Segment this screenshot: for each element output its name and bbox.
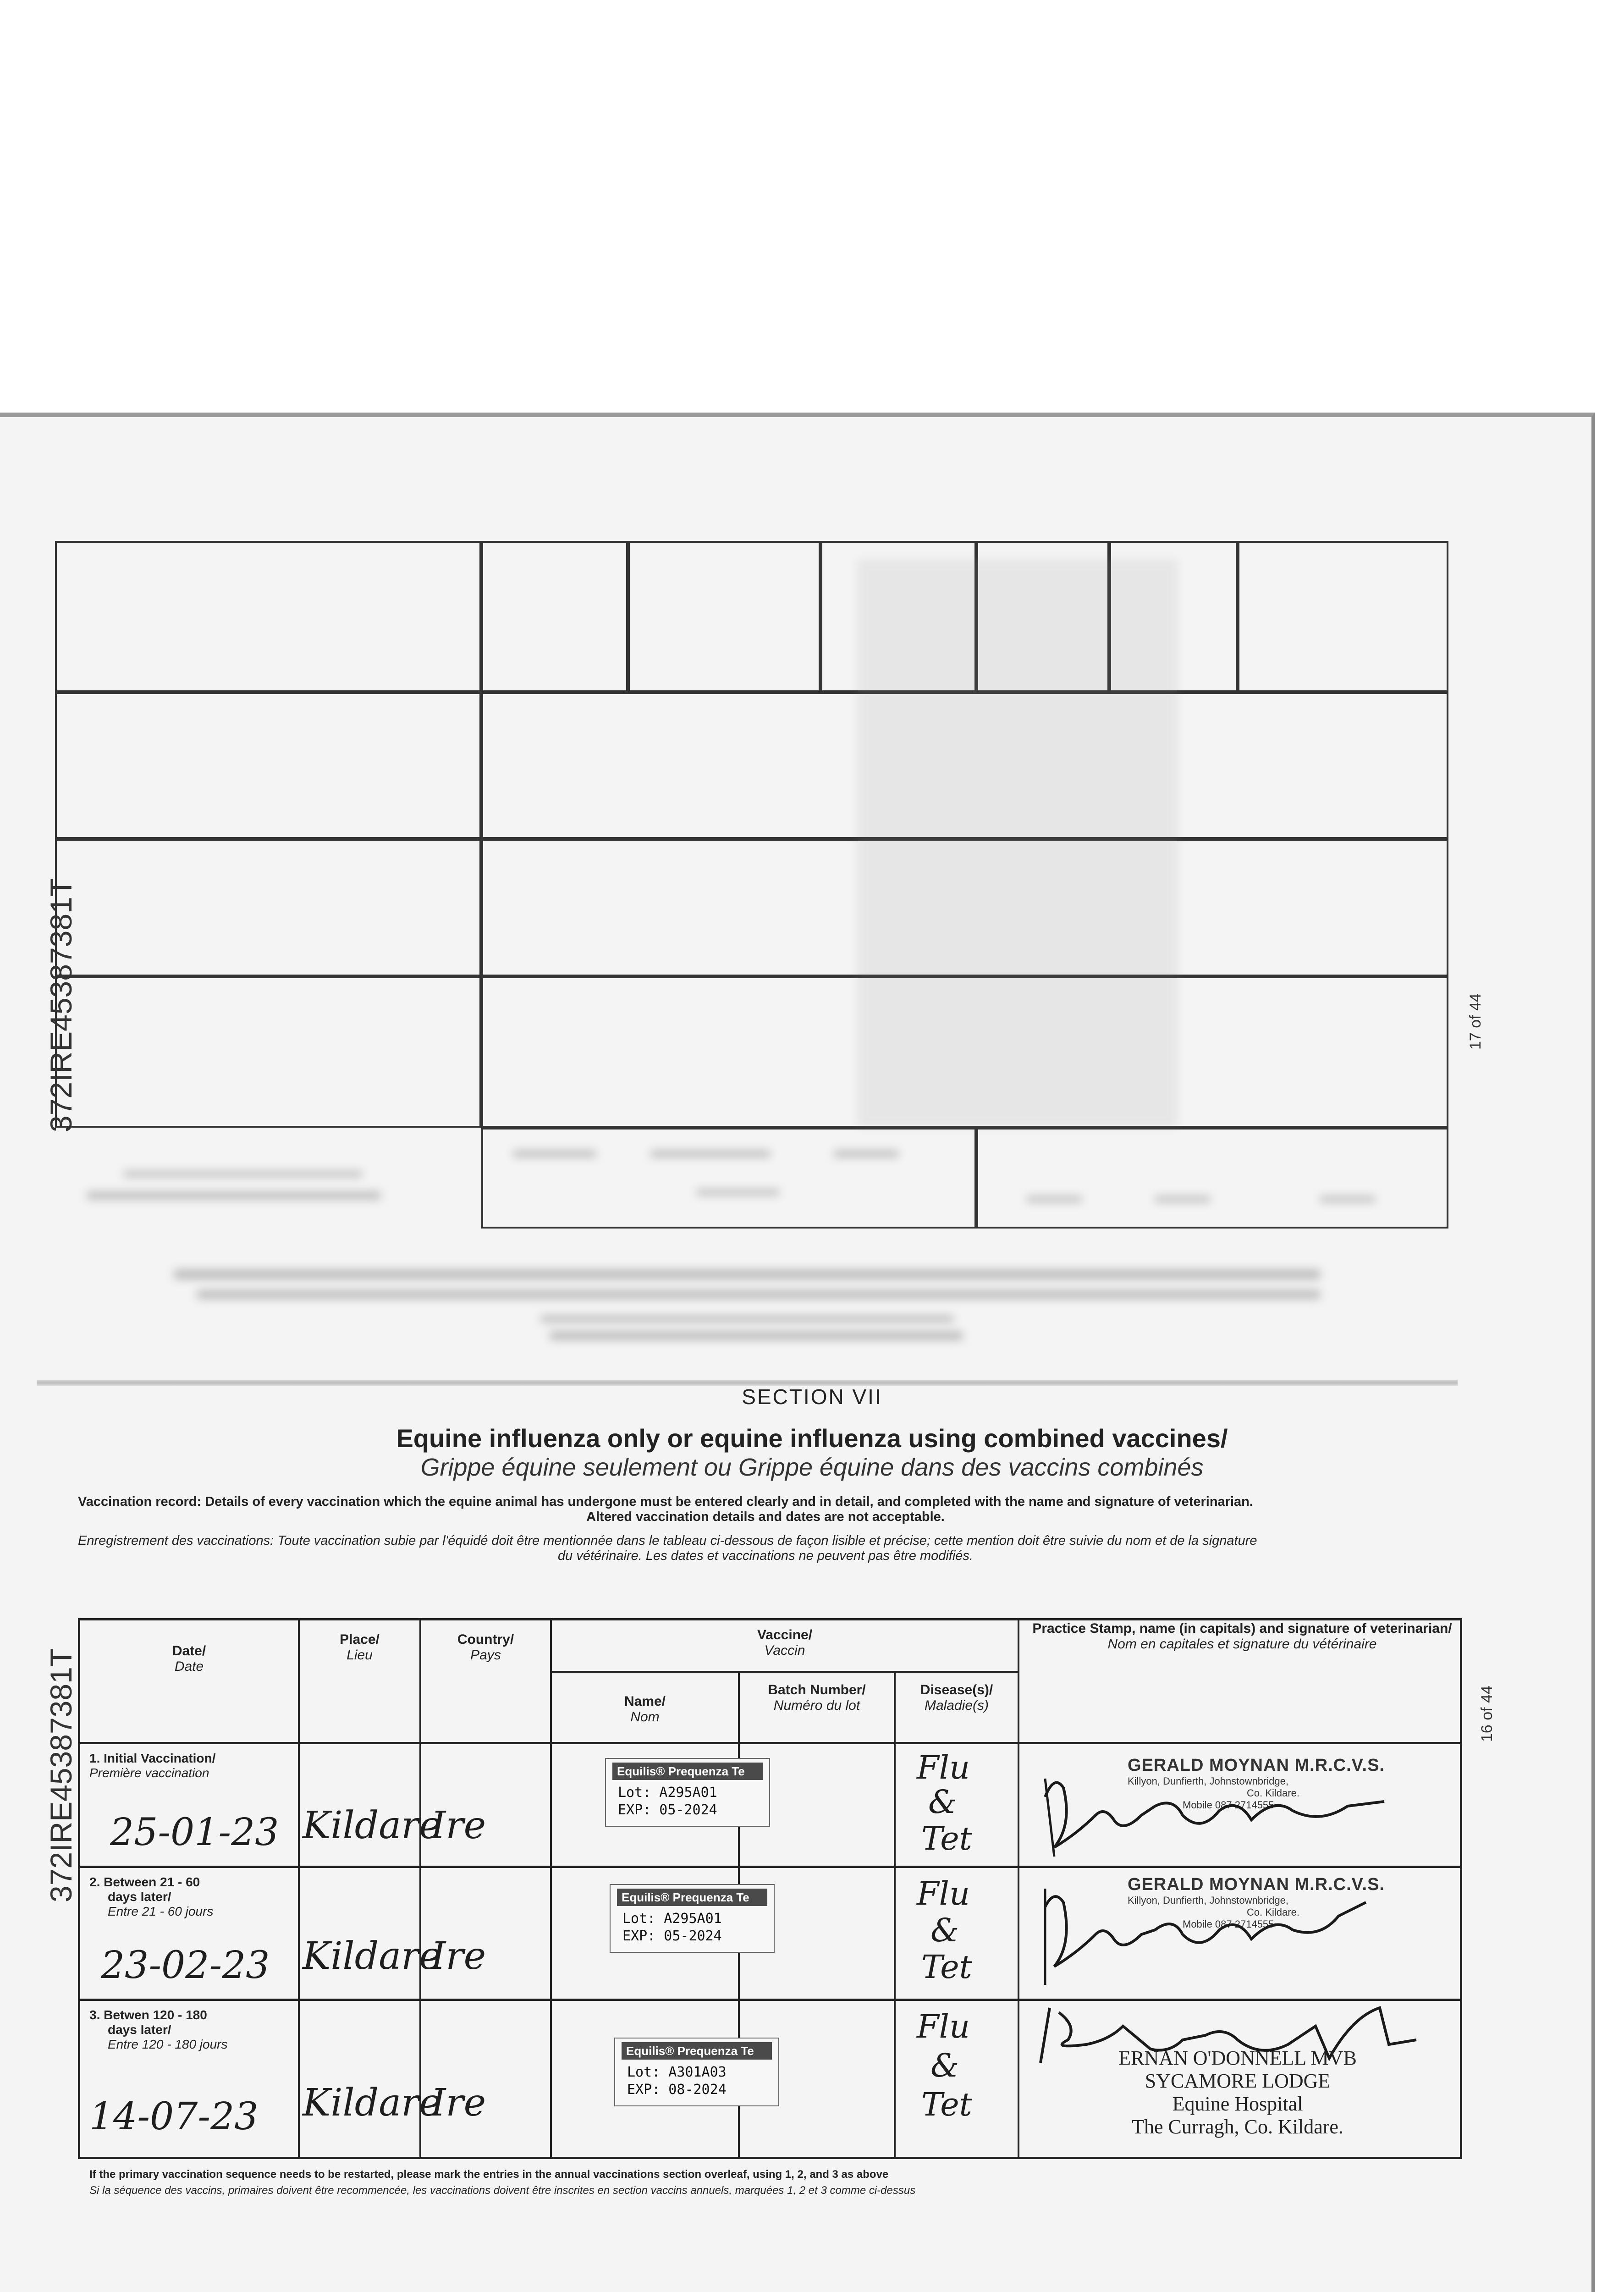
header-stamp [1031, 1621, 1453, 1652]
row-label-en: 1. Initial Vaccination/ [89, 1751, 216, 1765]
table-rule [78, 2157, 1462, 2159]
header-place [300, 1632, 419, 1663]
blurred-text [697, 1190, 779, 1195]
vaccination-table [78, 1618, 1462, 2159]
row-3-disease-1: Flu [917, 2008, 970, 2045]
row-3-disease-3: Tet [921, 2086, 972, 2123]
footnote-fr: Si la séquence des vaccins, primaires doivent être recommencée, les vaccinations doivent être inscrites en section vaccins annuels, marquées 1, 2 et 3 comme ci-dessus [89, 2184, 916, 2197]
blurred-text [1155, 1196, 1210, 1202]
scan-shading [857, 559, 1178, 1128]
heading-en: Equine influenza only or equine influenza using combined vaccines/ [396, 1424, 1228, 1453]
header-place-en: Place/ [340, 1632, 380, 1647]
upper-cell [1238, 541, 1448, 692]
row-1-disease-3: Tet [921, 1820, 972, 1857]
lower-page-number: 16 of 44 [1478, 1686, 1496, 1742]
row-3-label [89, 2008, 291, 2052]
row-1-label [89, 1751, 291, 1780]
stamp-line: ERNAN O'DONNELL MVB [1118, 2047, 1357, 2069]
upper-cell [976, 1128, 1448, 1229]
header-name-fr: Nom [630, 1709, 660, 1725]
table-rule [550, 1671, 1018, 1673]
blurred-text [174, 1270, 1320, 1279]
row-3-place: Kildare [303, 2081, 441, 2125]
blurred-text [1320, 1196, 1375, 1202]
row-label-en: days later/ [108, 2022, 171, 2037]
header-date-en: Date/ [172, 1643, 206, 1658]
stamp-line: Co. Kildare. [1247, 1906, 1299, 1918]
row-3-practice-stamp [1077, 2047, 1398, 2138]
stamp-line: Co. Kildare. [1247, 1787, 1299, 1799]
header-batch-fr: Numéro du lot [773, 1698, 860, 1713]
stamp-name: GERALD MOYNAN M.R.C.V.S. [1128, 1756, 1385, 1775]
table-rule [1460, 1618, 1462, 2159]
blurred-text [124, 1171, 362, 1177]
intro-en [78, 1494, 1453, 1525]
stamp-line: Killyon, Dunfierth, Johnstownbridge, [1128, 1775, 1288, 1787]
row-2-place: Kildare [303, 1934, 441, 1978]
header-vaccine-en: Vaccine/ [757, 1627, 813, 1642]
header-name-en: Name/ [624, 1694, 666, 1709]
upper-page-table [55, 541, 1448, 1229]
table-rule [298, 1618, 300, 2159]
header-date-fr: Date [174, 1659, 204, 1674]
upper-side-id: 372IRE45387381T [44, 878, 78, 1132]
row-2-signature [1036, 1889, 1448, 1989]
intro-fr-line: Enregistrement des vaccinations: Toute vaccination subie par l'équidé doit être mentionnée dans le tableau ci-dessous de façon lisible et précise; cette mention doit être suivie du nom et de la signature [78, 1533, 1257, 1548]
row-2-disease-1: Flu [917, 1875, 970, 1912]
table-rule [78, 1742, 1462, 1744]
stamp-line: Mobile 087 2714555 [1183, 1918, 1274, 1930]
upper-cell [55, 839, 481, 976]
blurred-text [651, 1151, 770, 1157]
header-vaccine [552, 1627, 1018, 1658]
table-rule [419, 1618, 421, 2159]
blurred-text [513, 1151, 596, 1157]
header-stamp-fr: Nom en capitales et signature du vétérinaire [1107, 1636, 1377, 1652]
header-disease-en: Disease(s)/ [920, 1682, 993, 1697]
row-1-country: Ire [431, 1804, 486, 1847]
stamp-line: SYCAMORE LODGE [1145, 2070, 1331, 2092]
sticker-exp: EXP: 08-2024 [627, 2082, 727, 2098]
row-label-en: 2. Between 21 - 60 [89, 1875, 200, 1889]
row-1-vaccine-sticker [605, 1758, 770, 1827]
header-country [421, 1632, 550, 1663]
section-title: SECTION VII [742, 1385, 882, 1409]
row-1-date: 25-01-23 [110, 1811, 279, 1854]
row-1-place: Kildare [303, 1804, 441, 1847]
sticker-exp: EXP: 05-2024 [618, 1802, 717, 1818]
sticker-lot: Lot: A301A03 [627, 2064, 727, 2080]
sticker-lot: Lot: A295A01 [618, 1785, 717, 1801]
row-label-en: days later/ [108, 1890, 171, 1904]
sticker-lot: Lot: A295A01 [622, 1911, 722, 1927]
stamp-name: GERALD MOYNAN M.R.C.V.S. [1128, 1875, 1385, 1894]
upper-cell [481, 541, 628, 692]
blurred-text [1027, 1196, 1082, 1202]
header-country-en: Country/ [457, 1632, 514, 1647]
row-1-disease-1: Flu [917, 1749, 970, 1786]
header-place-fr: Lieu [347, 1647, 373, 1663]
intro-fr-line: du vétérinaire. Les dates et vaccinations ne peuvent pas être modifiés. [558, 1548, 973, 1563]
upper-cell [55, 976, 481, 1128]
blurred-text [550, 1332, 963, 1340]
header-disease-fr: Maladie(s) [924, 1698, 989, 1713]
upper-cell [55, 541, 481, 692]
row-label-fr: Première vaccination [89, 1766, 209, 1780]
header-batch [740, 1682, 894, 1713]
header-country-fr: Pays [470, 1647, 501, 1663]
table-rule [1018, 1618, 1019, 2159]
blurred-text [197, 1290, 1320, 1299]
sticker-exp: EXP: 05-2024 [622, 1928, 722, 1944]
sticker-brand: Equilis® Prequenza Te [617, 1889, 767, 1906]
blurred-text [834, 1151, 898, 1157]
row-1-disease-2: & [928, 1783, 957, 1821]
header-stamp-en: Practice Stamp, name (in capitals) and signature of veterinarian/ [1032, 1621, 1452, 1636]
stamp-line: Killyon, Dunfierth, Johnstownbridge, [1128, 1895, 1288, 1906]
table-rule [894, 1671, 896, 2159]
row-2-disease-2: & [930, 1912, 959, 1949]
row-label-fr: Entre 21 - 60 jours [108, 1904, 214, 1918]
header-name [552, 1694, 738, 1725]
header-date [80, 1643, 298, 1675]
upper-cell [55, 692, 481, 839]
header-disease [896, 1682, 1018, 1713]
table-rule [78, 1618, 80, 2159]
row-2-country: Ire [431, 1934, 486, 1978]
table-rule [78, 1866, 1462, 1868]
row-2-label [89, 1875, 291, 1919]
header-vaccine-fr: Vaccin [764, 1643, 805, 1658]
row-label-fr: Entre 120 - 180 jours [108, 2037, 228, 2051]
stamp-line: Mobile 087 2714555 [1183, 1799, 1274, 1811]
intro-en-line: Vaccination record: Details of every vaccination which the equine animal has undergone must be entered clearly and in detail, and completed with the name and signature of veterinarian. [78, 1494, 1253, 1509]
upper-cell [481, 1128, 976, 1229]
header-batch-en: Batch Number/ [768, 1682, 866, 1697]
stamp-line: Equine Hospital [1172, 2093, 1303, 2115]
sticker-brand: Equilis® Prequenza Te [612, 1763, 763, 1780]
intro-fr [78, 1533, 1453, 1564]
row-3-disease-2: & [930, 2047, 959, 2084]
blurred-text [87, 1192, 380, 1199]
lower-side-id: 372IRE45387381T [44, 1648, 78, 1902]
row-2-date: 23-02-23 [101, 1944, 270, 1987]
row-3-vaccine-sticker [614, 2038, 779, 2106]
table-rule [78, 1618, 1462, 1620]
row-label-en: 3. Betwen 120 - 180 [89, 2008, 207, 2022]
row-3-date: 14-07-23 [89, 2095, 259, 2138]
row-2-vaccine-sticker [610, 1884, 775, 1953]
row-2-disease-3: Tet [921, 1948, 972, 1986]
upper-page-number: 17 of 44 [1467, 993, 1484, 1050]
sticker-brand: Equilis® Prequenza Te [622, 2042, 772, 2060]
upper-cell [628, 541, 820, 692]
heading-fr: Grippe équine seulement ou Grippe équine dans des vaccins combinés [420, 1454, 1204, 1481]
intro-en-line: Altered vaccination details and dates are not acceptable. [586, 1510, 945, 1524]
row-3-country: Ire [431, 2081, 486, 2125]
row-1-signature [1036, 1769, 1448, 1861]
blurred-text [541, 1316, 953, 1322]
footnote-en: If the primary vaccination sequence needs to be restarted, please mark the entries in the annual vaccinations section overleaf, using 1, 2, and 3 as above [89, 2168, 889, 2181]
stamp-line: The Curragh, Co. Kildare. [1132, 2116, 1343, 2138]
